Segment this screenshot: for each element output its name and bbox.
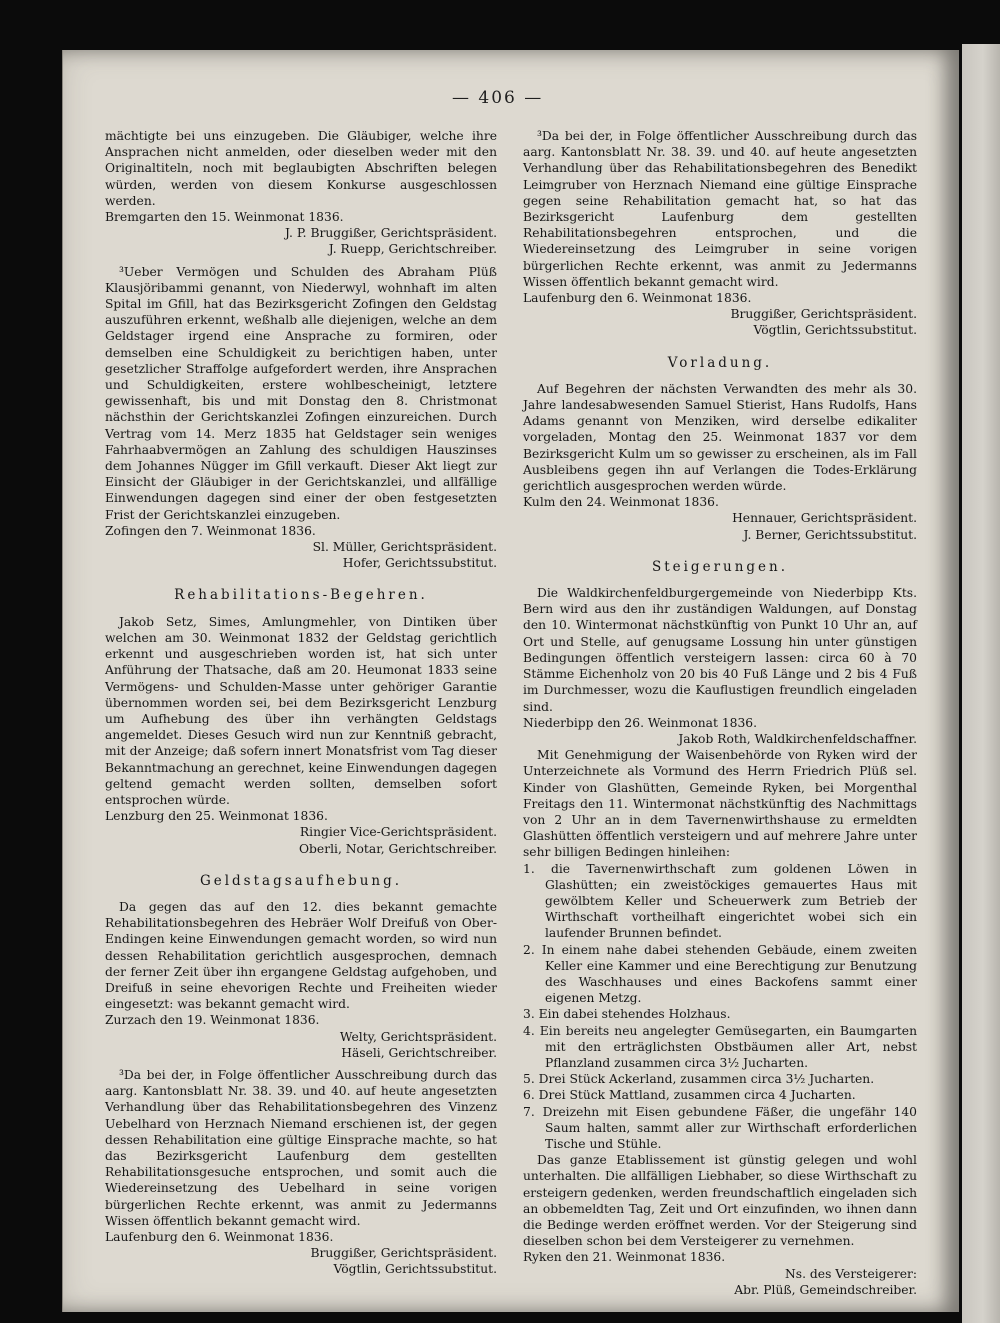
signature: J. P. Bruggißer, Gerichtspräsident. <box>285 226 497 241</box>
notice-date: Bremgarten den 15. Weinmonat 1836. <box>105 210 344 225</box>
notice-laufenburg-text: ³Da bei der, in Folge öffentlicher Ausschreibung durch das aarg. Kantonsblatt Nr. 38. 39. und 40. auf heute angesetzten Verhandlung über das Rehabilitationsbegehren des Vinzenz Uebelhard von Herznach Niemand erschienen ist, der gegen dessen Rehabilitation eine gültige Einsprache machte, so hat das Bezirksgericht Laufenburg dem gestellten Rehabilitationsgesuche entsprochen, und somit auch die Wiedereinsetzung des Uebelhard in seine vorigen bürgerlichen Rechte erkennt, was anmit zu Jedermanns Wissen öffentlich bekannt gemacht wird. <box>105 1067 497 1228</box>
notice-date: Zofingen den 7. Weinmonat 1836. <box>105 523 316 538</box>
list-item: 5. Drei Stück Ackerland, zusammen circa 3½ Jucharten. <box>523 1072 875 1087</box>
left-column <box>105 128 497 1278</box>
section-heading-geldstagsaufhebung: Geldstagsaufhebung. <box>199 872 403 889</box>
list-item: 6. Drei Stück Mattland, zusammen circa 4 Jucharten. <box>523 1088 856 1103</box>
signature: Vögtlin, Gerichtssubstitut. <box>333 1262 497 1277</box>
list-item: 1. die Tavernenwirthschaft zum goldenen Löwen in Glashütten; ein zweistöckiges gemauertes Haus mit gewölbtem Keller und Scheuerwerk zum Betrieb der Wirthschaft vortheilhaft eingerichtet wobei sich ein laufender Brunnen befindet. <box>523 861 917 941</box>
section-heading-steigerungen: Steigerungen. <box>651 558 789 575</box>
right-column <box>523 128 917 1298</box>
notice-date: Laufenburg den 6. Weinmonat 1836. <box>105 1230 334 1244</box>
signature: Ns. des Versteigerer: <box>785 1266 917 1281</box>
notice-ryken-closing: Das ganze Etablissement ist günstig gelegen und wohl unterhalten. Die allfälligen Liebhaber, so diese Wirthschaft zu ersteigern gedenken, werden freundschaftlich eingeladen sich an obbemeldten Tag, Zeit und Ort einzufinden, wo ihnen dann die Bedinge werden eröffnet werden. Vor der Steigerung sind dieselben schon bei dem Versteigerer zu vernehmen. <box>523 1153 917 1249</box>
signature: Ringier Vice-Gerichtspräsident. <box>299 825 497 840</box>
signature: Welty, Gerichtspräsident. <box>339 1029 497 1044</box>
signature: Oberli, Notar, Gerichtschreiber. <box>298 841 497 856</box>
signature: Bruggißer, Gerichtspräsident. <box>310 1246 497 1261</box>
list-item: 4. Ein bereits neu angelegter Gemüsegarten, ein Baumgarten mit den erträglichsten Obstbäumen aller Art, nebst Pflanzland zusammen circa 3½ Jucharten. <box>523 1023 917 1070</box>
signature: Häseli, Gerichtschreiber. <box>341 1045 497 1060</box>
notice-zofingen-text: ³Ueber Vermögen und Schulden des Abraham Plüß Klausjöribammi genannt, von Niederwyl, wohnhaft im alten Spital im Gfill, hat das Bezirksgericht Zofingen den Geldstag auszuführen erkennt, weßhalb alle diejenigen, welche an dem Geldstager irgend eine Ansprache zu formiren, oder demselben eine Schuldigkeit zu berichtigen haben, unter gesetzlicher Straffolge aufgefordert werden, ihre Ansprachen und Schuldigkeiten, erstere wohlbescheinigt, letztere gewissenhaft, bis und mit Donstag den 8. Christmonat nächsthin der Gerichtskanzlei Zofingen einzureichen. Durch Vertrag vom 14. Merz 1835 hat Geldstager sein weniges Fahrhaabvermögen an Zahlung des schuldigen Hauszinses dem Johannes Nügger im Gfill verkauft. Dieser Akt liegt zur Einsicht der Gläubiger in der Gerichtskanzlei, und allfällige Einwendungen dagegen sind einer der oben festgesetzten Frist der Gerichtskanzlei einzugeben. <box>105 264 497 522</box>
signature: Vögtlin, Gerichtssubstitut. <box>753 323 917 338</box>
notice-ryken-text: Mit Genehmigung der Waisenbehörde von Ryken wird der Unterzeichnete als Vormund des Herrn Friedrich Plüß sel. Kinder von Glashütten, Gemeinde Ryken, bei Morgenthal Freitags den 11. Wintermonat nächstkünftig des Nachmittags von 2 Uhr an in dem Tavernenwirthshause zu ermeldten Glashütten öffentlich versteigern und auf mehrere Jahre unter sehr billigen Bedingen hinleihen: <box>523 748 917 860</box>
list-item: 3. Ein dabei stehendes Holzhaus. <box>523 1007 731 1022</box>
notice-kulm-text: Auf Begehren der nächsten Verwandten des mehr als 30. Jahre landesabwesenden Samuel Stierist, Hans Rudolfs, Hans Adams genannt von Menziken, wird derselbe edikaliter vorgeladen, Montag den 25. Weinmonat 1837 vor dem Bezirksgericht Kulm um so gewisser zu erscheinen, als im Fall Ausbleibens gegen ihn auf Verlangen die Todes-Erklärung gerichtlich ausgesprochen werden würde. <box>523 381 917 494</box>
signature: Sl. Müller, Gerichtspräsident. <box>312 540 497 555</box>
signature: Hennauer, Gerichtspräsident. <box>732 511 917 526</box>
section-heading-vorladung: Vorladung. <box>667 354 773 371</box>
signature: Abr. Plüß, Gemeindschreiber. <box>734 1282 917 1297</box>
notice-date: Lenzburg den 25. Weinmonat 1836. <box>105 809 328 824</box>
signature: J. Ruepp, Gerichtschreiber. <box>328 242 497 257</box>
list-item: 7. Dreizehn mit Eisen gebundene Fäßer, die ungefähr 140 Saum halten, sammt aller zur Wirthschaft erforderlichen Tische und Stühle. <box>523 1104 917 1151</box>
notice-zurzach-text: Da gegen das auf den 12. dies bekannt gemachte Rehabilitationsbegehren des Hebräer Wolf Dreifuß von Ober-Endingen keine Einwendungen gemacht worden, so wird nun dessen Rehabilitation gerichtlich ausgesprochen, demnach der ferner Zeit über ihn ergangene Geldstag aufgehoben, und Dreifuß in seine ehevorigen Rechte und Freiheiten wieder eingesetzt: was bekannt gemacht wird. <box>105 899 497 1012</box>
signature: Hofer, Gerichtssubstitut. <box>342 556 497 571</box>
notice-niederbipp-text: Die Waldkirchenfeldburgergemeinde von Niederbipp Kts. Bern wird aus den ihr zuständigen Waldungen, auf Donstag den 10. Wintermonat nächstkünftig von Punkt 10 Uhr an, auf Ort und Stelle, auf genugsame Lossung hin unter günstigen Bedingungen öffentlich versteigern lassen: circa 60 à 70 Stämme Eichenholz von 20 bis 40 Fuß Länge und 2 bis 4 Fuß im Durchmesser, wozu die Kauflustigen freundlich eingeladen sind. <box>523 586 917 714</box>
notice-date: Zurzach den 19. Weinmonat 1836. <box>105 1013 320 1028</box>
signature: Bruggißer, Gerichtspräsident. <box>730 307 917 322</box>
signature: J. Berner, Gerichtssubstitut. <box>743 527 917 542</box>
notice-date: Kulm den 24. Weinmonat 1836. <box>523 495 719 510</box>
notice-lenzburg-text: Jakob Setz, Simes, Amlungmehler, von Dintiken über welchen am 30. Weinmonat 1832 der Geldstag gerichtlich erkennt und ausgeschrieben worden ist, hat sich unter Anführung der Thatsache, daß am 20. Heumonat 1833 seine Vermögens- und Schulden-Masse unter gehöriger Garantie übernommen worden sei, bei dem Bezirksgericht Lenzburg um Aufhebung des über ihn verhängten Geldstags angemeldet. Dieses Gesuch wird nun zur Kenntniß gebracht, mit der Anzeige; daß sofern innert Monatsfrist vom Tag dieser Bekanntmachung an gerechnet, keine Einwendungen dagegen geltend gemacht werden sollten, demselben sofort entsprochen würde. <box>105 614 497 807</box>
page-number: — 406 — <box>452 88 544 108</box>
notice-date: Ryken den 21. Weinmonat 1836. <box>523 1250 726 1265</box>
notice-bremgarten-text: mächtigte bei uns einzugeben. Die Gläubiger, welche ihre Ansprachen nicht anmelden, oder dieselben weder mit den Originaltiteln, noch mit beglaubigten Abschriften belegen würden, werden von diesem Konkurse ausgeschlossen werden. <box>105 129 497 208</box>
list-item: 2. In einem nahe dabei stehenden Gebäude, einem zweiten Keller eine Kammer und eine Berechtigung zur Benutzung des Waschhauses und eines Backofens sammt einer eigenen Metzg. <box>523 942 917 1006</box>
section-heading-rehabilitation: Rehabilitations-Begehren. <box>174 587 428 604</box>
signature: Jakob Roth, Waldkirchenfeldschaffner. <box>678 731 917 746</box>
adjacent-page-edge <box>962 44 1000 1323</box>
notice-date: Laufenburg den 6. Weinmonat 1836. <box>523 291 752 306</box>
notice-leimgruber-text: ³Da bei der, in Folge öffentlicher Ausschreibung durch das aarg. Kantonsblatt Nr. 38. 39. und 40. auf heute angesetzten Verhandlung über das Rehabilitationsbegehren des Benedikt Leimgruber von Herznach Niemand eine gültige Einsprache gegen seine Rehabilitation gemacht hat, so hat das Bezirksgericht Laufenburg dem gestellten Rehabilitationsbegehren entsprochen, und die Wiedereinsetzung des Leimgruber in seine vorigen bürgerlichen Rechte erkennt, was anmit zu Jedermanns Wissen öffentlich bekannt gemacht wird. <box>523 129 917 289</box>
notice-date: Niederbipp den 26. Weinmonat 1836. <box>523 715 758 730</box>
